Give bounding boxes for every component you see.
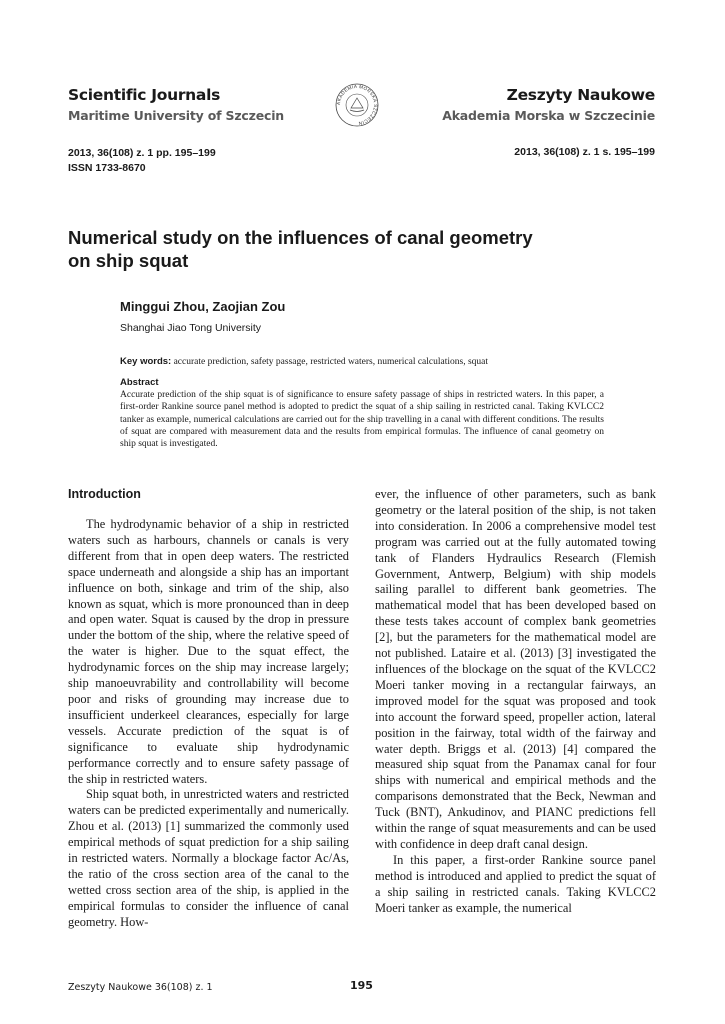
footer-journal: Zeszyty Naukowe 36(108) z. 1 (68, 982, 213, 993)
title-line-2: on ship squat (68, 250, 189, 271)
issn: ISSN 1733-8670 (68, 162, 146, 174)
issue-pages-pl: 2013, 36(108) z. 1 s. 195–199 (514, 146, 655, 158)
issue-pages-en: 2013, 36(108) z. 1 pp. 195–199 (68, 147, 216, 159)
journal-title-pl: Zeszyty Naukowe (506, 86, 655, 104)
paragraph: The hydrodynamic behavior of a ship in restricted waters such as harbours, channels or canals is very different from that in open deep waters. The restricted space underneath and alongside a ship has an important influence on both, sinkage and trim of the ship, also known as squat, which is more pronounced than in deep and open water. Squat is caused by the drop in pressure under the bottom of the ship, where the relative speed of the water is higher. Due to the squat effect, the hydrodynamic forces on the ship may increase largely; ship manoeuvrability and controllability will become poor and risks of grounding may increase due to insufficient underkeel clearances, especially for large vessels. Accurate prediction of the squat is of significance to evaluate ship hydrodynamic performance correctly and to ensure safety passage of the ship in restricted waters. (68, 517, 349, 786)
abstract-heading: Abstract (120, 377, 159, 388)
publisher-en: Maritime University of Szczecin (68, 108, 284, 123)
article-title (68, 226, 628, 272)
seal-text: AKADEMIA MORSKA SZCZECIN (335, 83, 379, 127)
page-number: 195 (350, 979, 373, 992)
section-heading-introduction: Introduction (68, 487, 141, 501)
keywords-label: Key words: (120, 356, 172, 367)
right-column (375, 487, 656, 916)
issue-info-en (68, 146, 216, 176)
university-seal (334, 82, 380, 128)
paragraph: ever, the influence of other parameters, such as bank geometry or the lateral position of the ship, is not taken into consideration. In 2006 a comprehensive model test program was carried out at the fully automated towing tank of Flanders Hydraulics Research (Flemish Government, Antwerp, Belgium) with ship models sailing parallel to different bank geometries. The mathematical model that has been developed based on these tests takes account of complex bank geometries [2], but the parameters for the mathematical model are not published. Lataire et al. (2013) [3] investigated the influences of the blockage on the squat of the KVLCC2 Moeri tanker moving in a rectangular fairways, an improved model for the squat was proposed and took into account the forward speed, propeller action, lateral position in the fairway, total width of the fairway and water depth. Briggs et al. (2013) [4] compared the measured ship squat from the Panamax canal for four ships with numerical and empirical methods and the comparisons demonstrated that the Beck, Newman and Tuck (BNT), Ankudinov, and PIANC predictions fell within the range of squat measurements and can be used with confidence in deep draft canal design. (375, 487, 656, 851)
paragraph: In this paper, a first-order Rankine source panel method is introduced and applied to predict the squat of a ship sailing in restricted canals. Taking KVLCC2 Moeri tanker as example, the numerical (375, 852, 656, 915)
left-column (68, 517, 349, 931)
abstract-text: Accurate prediction of the ship squat is of significance to ensure safety passage of ships in restricted waters. In this paper, a first-order Rankine source panel method is adopted to predict the squat of a ship sailing in restricted canal. Taking KVLCC2 tanker as example, numerical calculations are carried out for the ship travelling in a canal with different conditions. The results of squat are compared with measurement data and the results from empirical formulas. The influence of canal geometry on ship squat is investigated. (120, 390, 604, 450)
keywords: accurate prediction, safety passage, restricted waters, numerical calculations, squat (173, 357, 489, 367)
paragraph: Ship squat both, in unrestricted waters and restricted waters can be predicted experimentally and numerically. Zhou et al. (2013) [1] summarized the commonly used empirical methods of squat prediction for a ship sailing in restricted waters. Normally a blockage factor Ac/As, the ratio of the cross section area of the canal to the wetted cross section area of the ship, is applied in the empirical formulas to consider the influence of canal geometry. How- (68, 787, 349, 929)
keywords-line (120, 356, 610, 367)
authors: Minggui Zhou, Zaojian Zou (120, 299, 286, 314)
publisher-pl: Akademia Morska w Szczecinie (442, 108, 655, 123)
title-line-1: Numerical study on the influences of canal geometry (68, 227, 533, 248)
journal-title-en: Scientific Journals (68, 86, 221, 104)
affiliation: Shanghai Jiao Tong University (120, 322, 262, 334)
